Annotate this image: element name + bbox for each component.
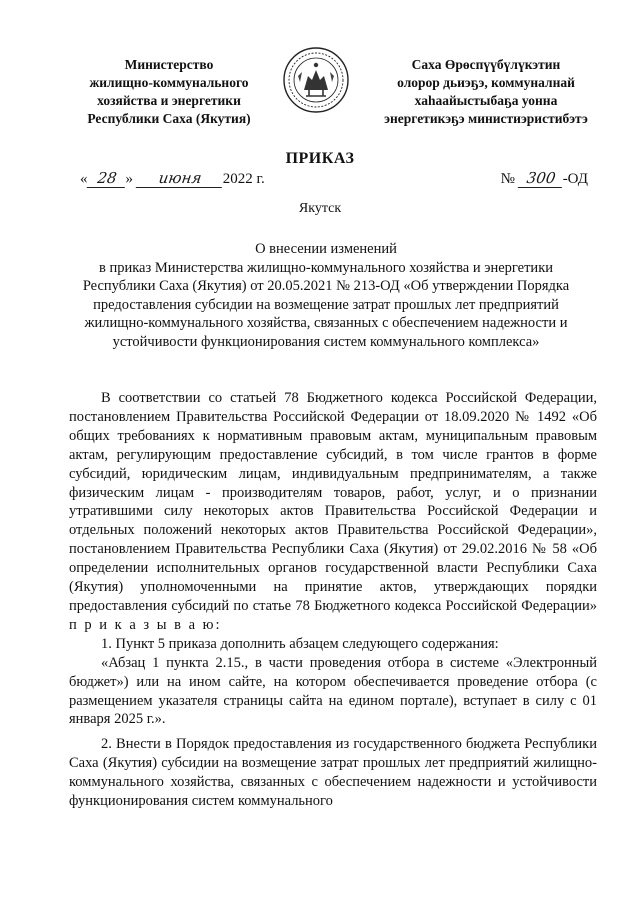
date-open-quote: « [80, 171, 88, 187]
ministry-name-ru-line: Республики Саха (Якутия) [87, 111, 251, 126]
date-month: июня [135, 170, 224, 188]
date-close-quote: » [125, 171, 133, 187]
order-body [69, 389, 597, 811]
ministry-name-ru-line: Министерство [124, 57, 214, 72]
number-value: 300 [517, 170, 564, 188]
document-date [80, 170, 265, 188]
document-number [501, 170, 588, 188]
ministry-name-ru [64, 56, 274, 128]
ministry-name-sakha-line: Саха Өрөспүүбүлүкэтин [411, 57, 561, 72]
item-1-quote: «Абзац 1 пункта 2.15., в части проведения отбора в системе «Электронный бюджет») или на ином сайте, на котором обеспечивается проведение отбора (с размещением указателя страницы сайта на едином портале), вступает в силу с 01 января 2025 г.». [69, 654, 597, 728]
number-suffix: -ОД [562, 171, 588, 187]
date-year: 2022 г. [222, 171, 265, 187]
preamble-paragraph [69, 389, 597, 635]
ministry-name-sakha-line: энергетикэҕэ министиэристибэтэ [384, 111, 588, 126]
item-1: 1. Пункт 5 приказа дополнить абзацем следующего содержания: [101, 635, 499, 652]
subject-text: в приказ Министерства жилищно-коммунального хозяйства и энергетики Республики Саха (Якутия) от 20.05.2021 № 213-ОД «Об утверждении Порядка предоставления субсидии на возмещение затрат прошлых лет предприятий жилищно-коммунального хозяйства, связанных с обеспечением надежности и устойчивости функционирования систем коммунального комплекса» [82, 259, 570, 350]
ministry-name-sakha [366, 56, 606, 128]
date-day: 28 [86, 170, 127, 188]
number-sign: № [500, 171, 515, 187]
order-word: п р и к а з ы в а ю: [69, 616, 222, 633]
order-subject [76, 240, 576, 351]
subject-heading: О внесении изменений [255, 241, 397, 257]
ministry-name-ru-line: жилищно-коммунального [89, 75, 249, 90]
item-2: 2. Внести в Порядок предоставления из государственного бюджета Республики Саха (Якутия) субсидии на возмещение затрат прошлых лет предприятий жилищно-коммунального хозяйства, связанных с обеспечением надежности и устойчивости функционирования систем коммунального [69, 736, 597, 810]
ministry-name-sakha-line: олорор дьиэҕэ, коммуналнай [397, 75, 575, 90]
coat-of-arms-icon [282, 46, 350, 114]
preamble-text: В соответствии со статьей 78 Бюджетного кодекса Российской Федерации, постановлением Правительства Российской Федерации от 18.09.2020 № 1492 «Об общих требованиях к нормативным правовым актам, муниципальным правовым актам, регулирующим предоставление субсидий, в том числе грантов в форме субсидий, юридическим лицам, индивидуальным предпринимателям, а также физическим лицам - производителям товаров, работ, услуг, и о признании утратившими силу некоторых актов Правительства Российской Федерации и отдельных положений некоторых актов Правительства Российской Федерации», постановлением Правительства Республики Саха (Якутия) от 29.02.2016 № 58 «Об определении исполнительных органов государственной власти Республики Саха (Якутия) уполномоченными на принятие актов, утверждающих порядки предоставления субсидий по статье 78 Бюджетного кодекса Российской Федерации» [69, 390, 597, 614]
document-title: ПРИКАЗ [285, 150, 355, 167]
ministry-name-sakha-line: хаһаайыстыбаҕа уонна [414, 93, 558, 108]
document-city: Якутск [298, 201, 342, 216]
ministry-name-ru-line: хозяйства и энергетики [97, 93, 241, 108]
